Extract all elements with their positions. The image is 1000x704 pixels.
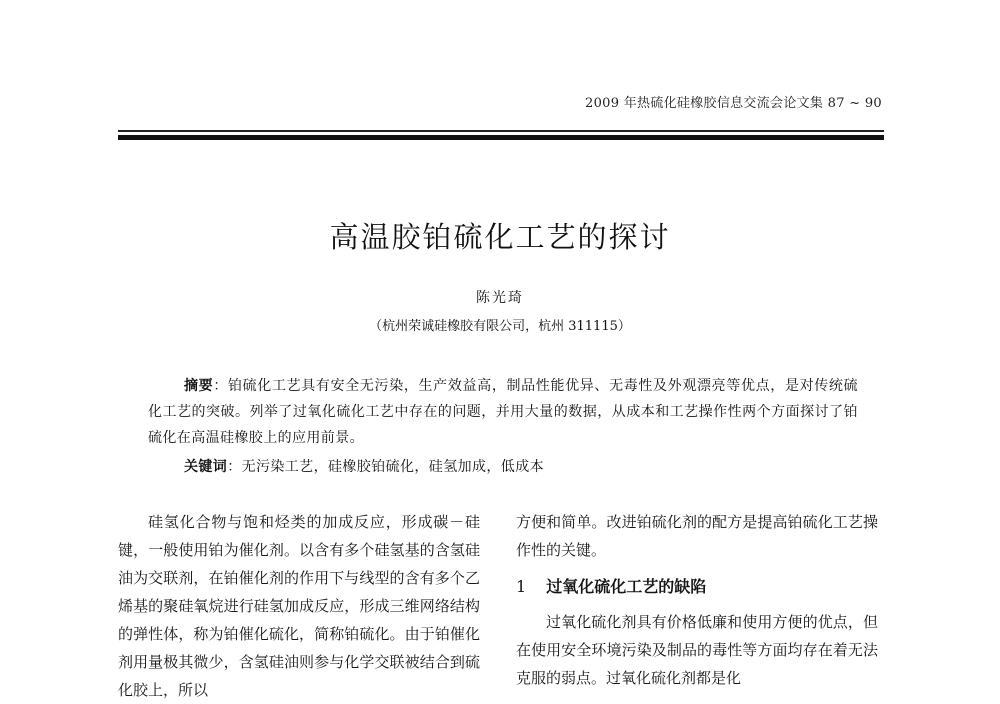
keywords (184, 454, 858, 480)
keywords-label: 关键词 (184, 459, 228, 475)
author-name: 陈光琦 (476, 290, 524, 306)
running-head: 2009 年热硫化硅橡胶信息交流会论文集 87 ~ 90 (585, 96, 882, 111)
body-paragraph-continued: 方便和简单。改进铂硫化剂的配方是提高铂硫化工艺操作性的关键。 (516, 513, 878, 559)
author-affiliation: （杭州荣诚硅橡胶有限公司，杭州 311115） (369, 319, 631, 334)
body-right-column (516, 508, 878, 692)
body-paragraph: 硅氢化合物与饱和烃类的加成反应，形成碳－硅键，一般使用铂为催化剂。以含有多个硅氢基的含氢硅油为交联剂，在铂催化剂的作用下与线型的含有多个乙烯基的聚硅氧烷进行硅氢加成反应，形成三维网络结构的弹性体，称为铂催化硫化，简称铂硫化。由于铂催化剂用量极其微少，含氢硅油则参与化学交联被结合到硫化胶上，所以 (118, 513, 480, 699)
abstract-label: 摘要 (184, 378, 214, 394)
abstract-text: ：铂硫化工艺具有安全无污染，生产效益高，制品性能优异、无毒性及外观漂亮等优点，是对传统硫化工艺的突破。列举了过氧化硫化工艺中存在的问题，并用大量的数据，从成本和工艺操作性两个方面探讨了铂硫化在高温硅橡胶上的应用前景。 (148, 378, 858, 446)
section-paragraph: 过氧化硫化剂具有价格低廉和使用方便的优点，但在使用安全环境污染及制品的毒性等方面均存在着无法克服的弱点。过氧化硫化剂都是化 (516, 613, 878, 687)
body-left-column (118, 508, 480, 704)
article-title: 高温胶铂硫化工艺的探讨 (329, 220, 671, 254)
abstract (148, 373, 858, 451)
keywords-text: ：无污染工艺，硅橡胶铂硫化，硅氢加成，低成本 (227, 459, 545, 475)
section-heading (516, 574, 878, 600)
section-number: 1 (516, 577, 527, 596)
header-rule-thick (118, 135, 884, 140)
section-title: 过氧化硫化工艺的缺陷 (546, 577, 707, 596)
header-rule-thin (118, 130, 884, 132)
